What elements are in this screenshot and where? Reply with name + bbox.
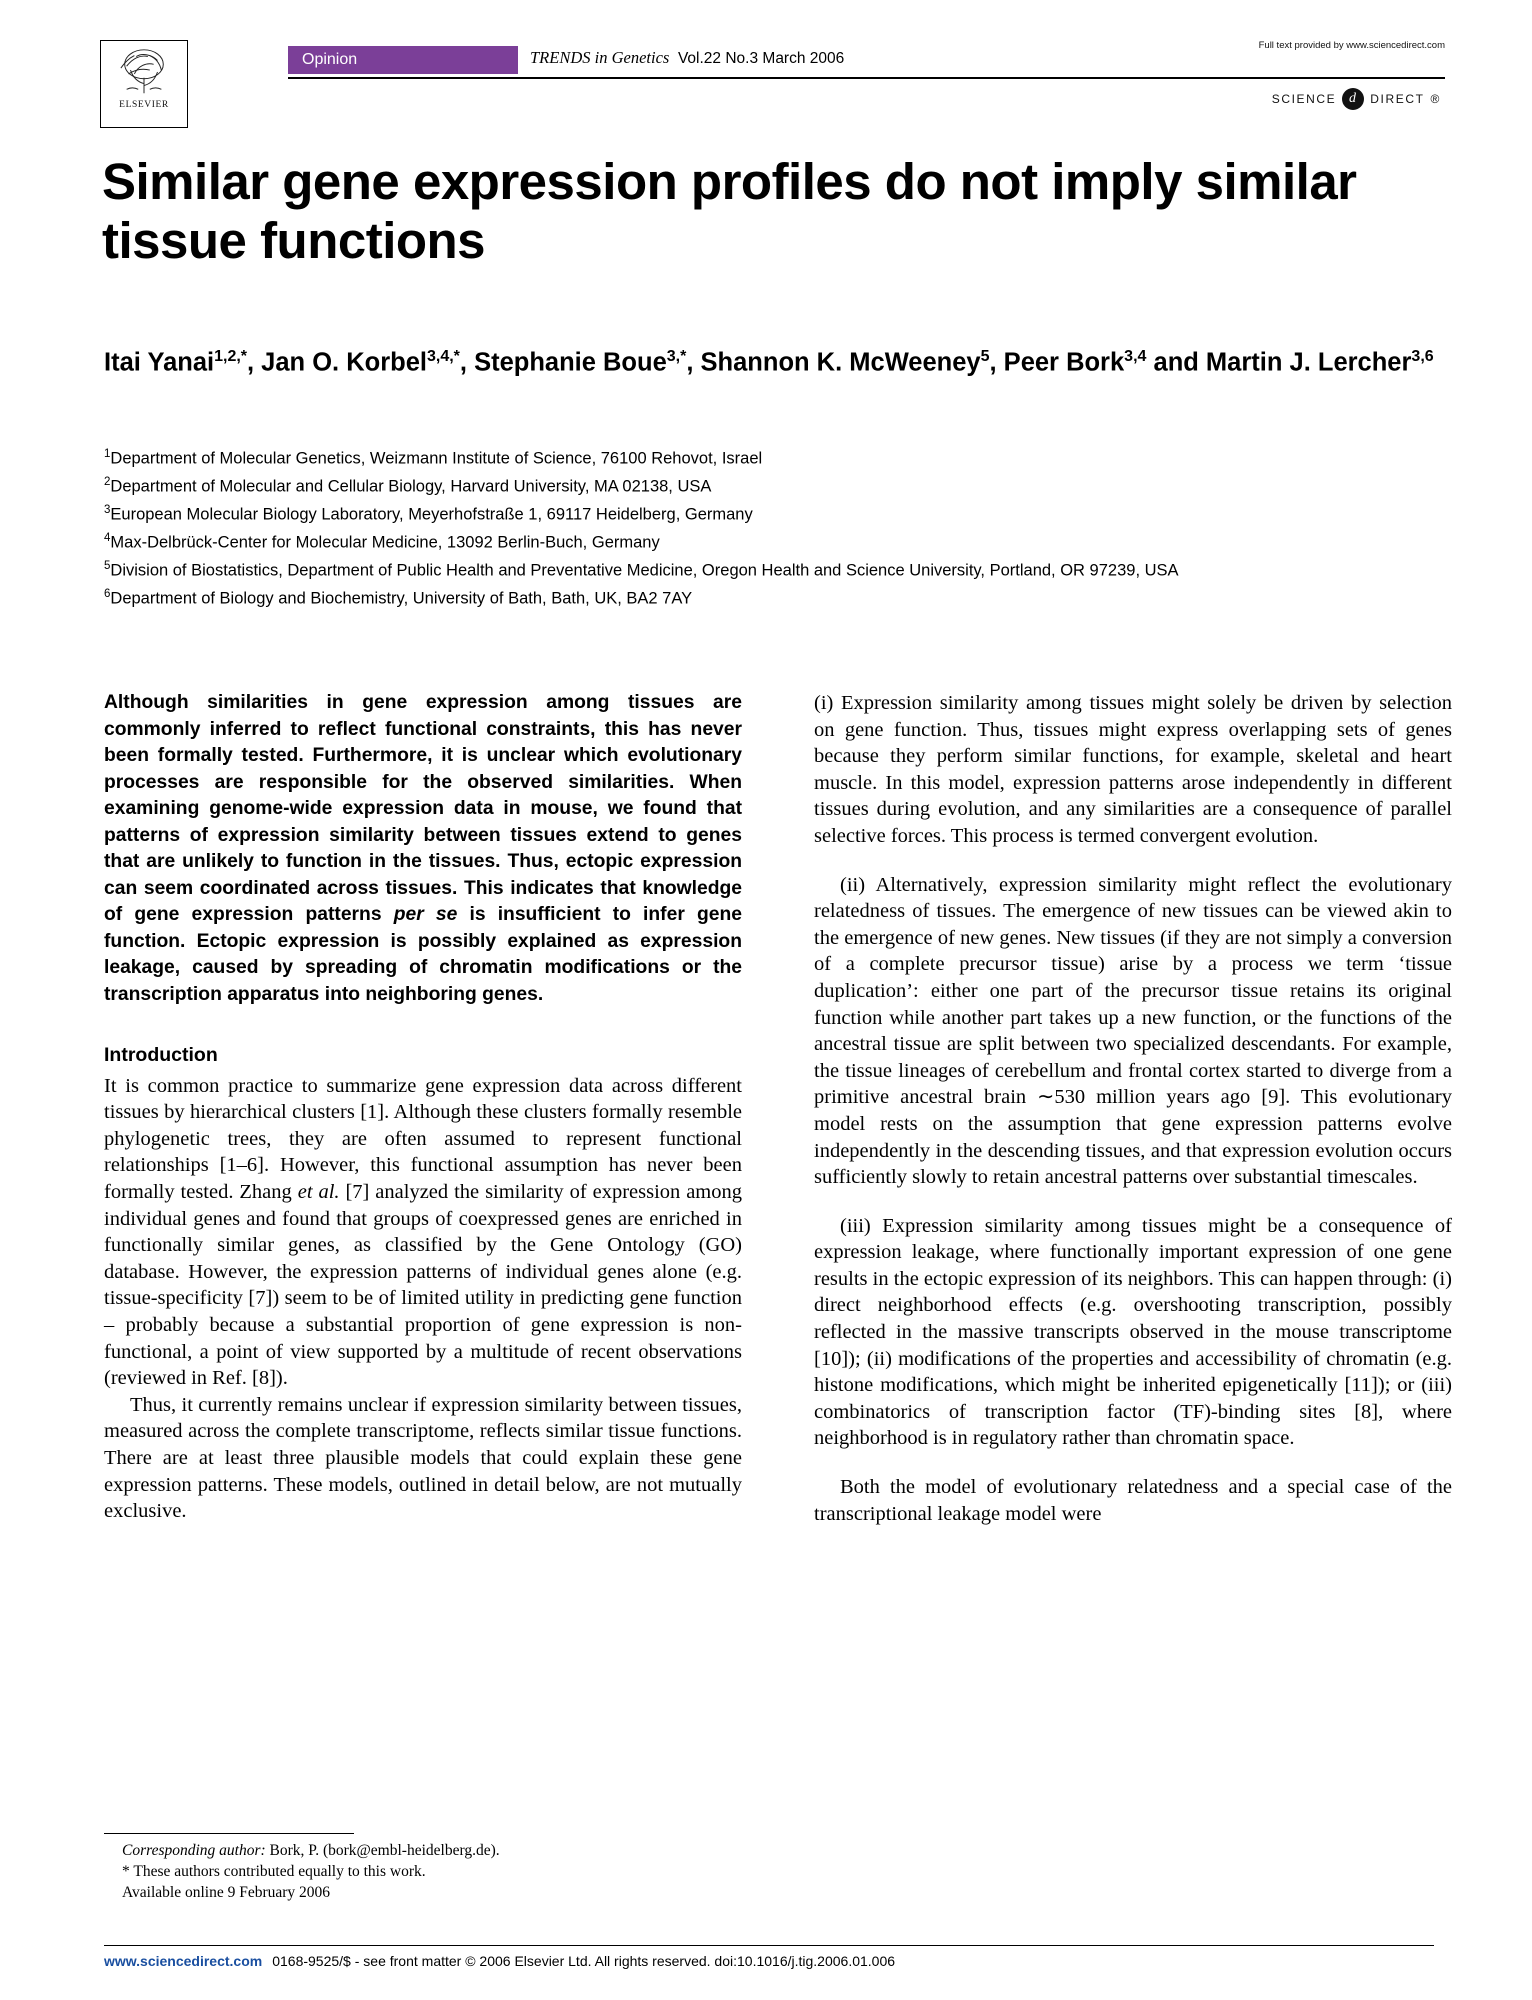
journal-name: TRENDS in Genetics <box>530 48 670 67</box>
elsevier-wordmark: ELSEVIER <box>119 100 169 110</box>
affiliation-2: $^2$Department of Molecular and Cellular Biology, Harvard University, MA 02138, USA <box>104 476 712 496</box>
closing-paragraph: Both the model of evolutionary relatedness and a special case of the transcriptional leakage model were <box>814 1476 1452 1525</box>
section-tag: Opinion <box>288 46 518 74</box>
abstract: Although similarities in gene expression among tissues are commonly inferred to reflect functional constraints, this has never been formally tested. Furthermore, it is unclear which evolutionary processes are responsible for the observed similarities. When examining genome-wide expression data in mouse, we found that patterns of expression similarity between tissues extend to genes that are unlikely to function in the tissues. Thus, ectopic expression can seem coordinated across tissues. This indicates that knowledge of gene expression patterns per se is insufficient to infer gene function. Ectopic expression is possibly explained as expression leakage, caused by spreading of chromatin modifications or the transcription apparatus into neighboring genes. <box>104 692 742 1005</box>
affiliation-5: $^5$Division of Biostatistics, Department of Public Health and Preventative Medicine, Oregon Health and Science University, Portland, OR 97239, USA <box>104 560 1179 580</box>
sciencedirect-link[interactable]: www.sciencedirect.com <box>104 1953 263 1969</box>
column-left <box>104 690 742 1525</box>
corresponding-author-note: Corresponding author: Bork, P. (bork@embl-heidelberg.de). <box>122 1842 500 1859</box>
page-title: Similar gene expression profiles do not imply similar tissue functions <box>102 153 1357 269</box>
fulltext-note: Full text provided by www.sciencedirect.com <box>1258 40 1445 51</box>
sciencedirect-registered-mark: ® <box>1430 92 1441 106</box>
author-list: Itai Yanai$^{1,2,*}$, Jan O. Korbel$^{3,4,*}$, Stephanie Boue$^{3,*}$, Shannon K. McWeeney$^5$, Peer Bork$^{3,4}$ and Martin J. Lercher$^{3,6}$ <box>104 348 1434 377</box>
journal-issue: Vol.22 No.3 March 2006 <box>677 50 845 67</box>
column-right <box>814 690 1452 1549</box>
intro-paragraph-1: It is common practice to summarize gene expression data across different tissues by hierarchical clusters [1]. Although these clusters formally resemble phylogenetic trees, they are often assumed to represent functional relationships [1–6]. However, this functional assumption has never been formally tested. Zhang et al. [7] analyzed the similarity of expression among individual genes and found that groups of coexpressed genes are enriched in functionally similar genes, as classified by the Gene Ontology (GO) database. However, the expression patterns of individual genes alone (e.g. tissue-specificity [7]) seem to be of limited utility in predicting gene function – probably because a substantial proportion of gene expression is non-functional, a point of view supported by a multitude of recent observations (reviewed in Ref. [8]). <box>104 1074 742 1390</box>
footnote-divider <box>104 1833 354 1834</box>
header-divider <box>288 77 1445 79</box>
affiliation-3: $^3$European Molecular Biology Laboratory, Meyerhofstraße 1, 69117 Heidelberg, Germany <box>104 504 753 524</box>
footnotes-block <box>104 1833 742 1903</box>
affiliation-1: $^1$Department of Molecular Genetics, Weizmann Institute of Science, 76100 Rehovot, Israel <box>104 448 763 468</box>
sciencedirect-mark-icon: d <box>1342 88 1364 110</box>
model-i-paragraph: (i) Expression similarity among tissues might solely be driven by selection on gene function. Thus, tissues might express overlapping sets of genes because they perform similar functions, for example, skeletal and heart muscle. In this model, expression patterns arose independently in different tissues during evolution, and any similarities are a consequence of parallel selective forces. This process is termed convergent evolution. <box>814 692 1452 847</box>
model-ii-paragraph: (ii) Alternatively, expression similarity might reflect the evolutionary relatedness of tissues. The emergence of new tissues can be viewed akin to the emergence of new genes. New tissues (if they are not simply a conversion of a complete precursor tissue) arise by a process we term ‘tissue duplication’: either one part of the precursor tissue retains its original function while another part takes up a new function, or the functions of the ancestral tissue are split between two specialized descendants. For example, the tissue lineages of cerebellum and frontal cortex started to diverge from a primitive ancestral brain ∼530 million years ago [9]. This evolutionary model rests on the assumption that gene expression patterns evolve independently in the descending tissues, and that expression evolution occurs sufficiently slowly to retain ancestral patterns over substantial timescales. <box>814 873 1452 1189</box>
intro-paragraph-2: Thus, it currently remains unclear if expression similarity between tissues, measured across the complete transcriptome, reflects similar tissue functions. There are at least three plausible models that could explain these gene expression patterns. These models, outlined in detail below, are not mutually exclusive. <box>104 1393 742 1523</box>
sciencedirect-left-word: SCIENCE <box>1271 92 1337 106</box>
equal-contribution-note: * These authors contributed equally to this work. <box>122 1863 426 1880</box>
affiliation-6: $^6$Department of Biology and Biochemistry, University of Bath, Bath, UK, BA2 7AY <box>104 588 693 608</box>
model-iii-paragraph: (iii) Expression similarity among tissues might be a consequence of expression leakage, where functionally important expression of one gene results in the ectopic expression of its neighbors. This can happen through: (i) direct neighborhood effects (e.g. overshooting transcription, possibly reflected in the massive transcripts observed in the mouse transcriptome [10]); (ii) modifications of the properties and accessibility of chromatin (e.g. histone modifications, which might be inherited epigenetically [11]); or (iii) combinatorics of transcription factor (TF)-binding sites [8], where neighborhood is in regulatory rather than chromatin space. <box>814 1214 1452 1450</box>
footer-bar <box>104 1945 1434 1969</box>
journal-citation <box>530 48 844 68</box>
sciencedirect-right-word: DIRECT <box>1370 92 1425 106</box>
sciencedirect-logo <box>1272 88 1441 110</box>
affiliation-4: $^4$Max-Delbrück-Center for Molecular Medicine, 13092 Berlin-Buch, Germany <box>104 532 660 552</box>
section-heading-introduction: Introduction <box>104 1044 218 1066</box>
affiliations-block <box>104 443 1404 611</box>
elsevier-tree-icon <box>115 45 173 99</box>
page-header <box>100 40 1445 128</box>
copyright-text: 0168-9525/$ - see front matter © 2006 Elsevier Ltd. All rights reserved. doi:10.1016/j.tig.2006.01.006 <box>272 1953 896 1969</box>
elsevier-logo <box>100 40 188 128</box>
available-online-note: Available online 9 February 2006 <box>122 1884 331 1901</box>
footer-divider <box>104 1945 1434 1946</box>
